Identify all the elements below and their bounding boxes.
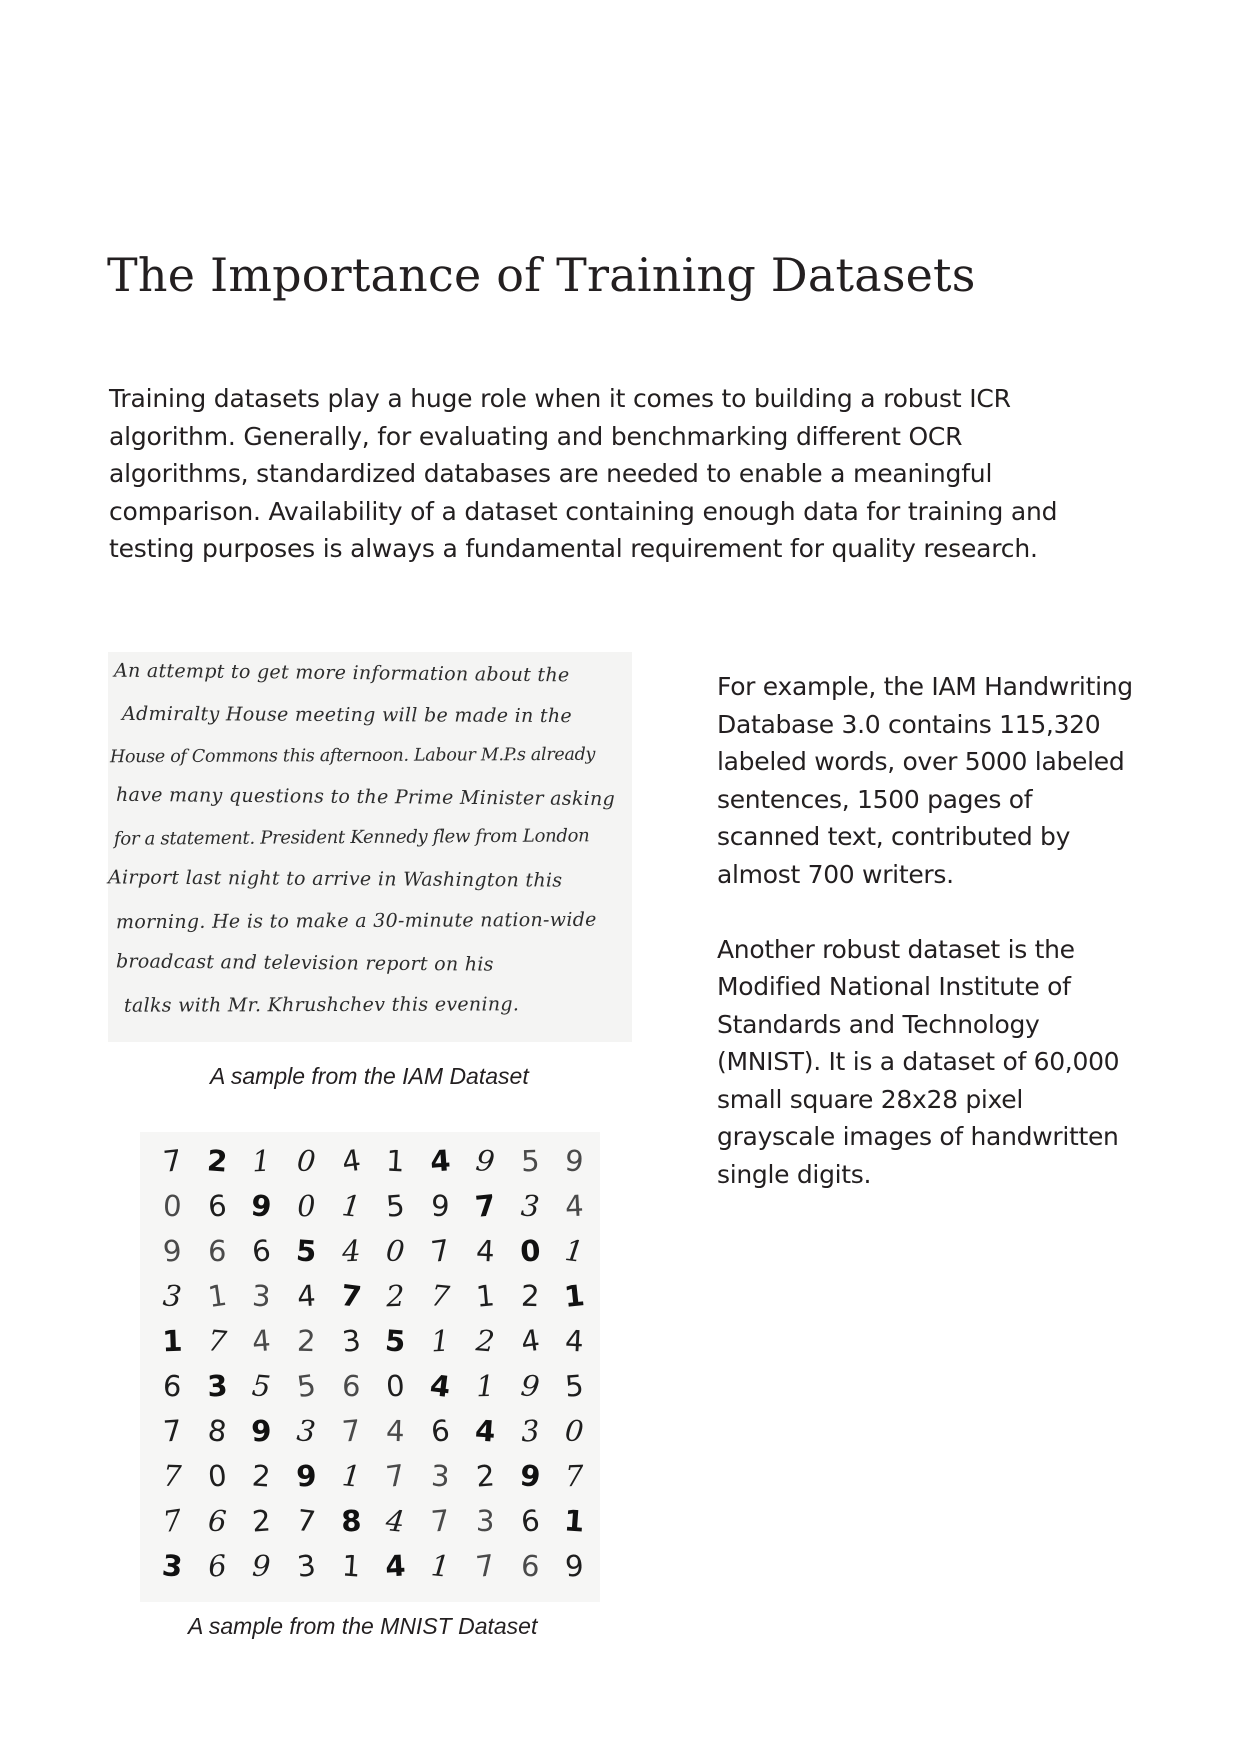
mnist-digit: 4 — [251, 1322, 273, 1359]
mnist-digit: 3 — [475, 1503, 495, 1538]
mnist-digit: 3 — [295, 1547, 318, 1584]
mnist-digit: 2 — [296, 1323, 317, 1358]
intro-paragraph: Training datasets play a huge role when it comes to building a robust ICR algorithm. Generally, for evaluating and benchmarking different OCR algorithms, standardized databases are needed to enable a meaningful comparison. Availability of a dataset containing enough data for training and testing purposes is always a fundamental requirement for quality research. — [109, 384, 1058, 563]
mnist-digit: 6 — [519, 1548, 540, 1583]
iam-line: An attempt to get more information about the — [113, 659, 570, 687]
mnist-digit: 3 — [519, 1187, 541, 1224]
mnist-digit: 9 — [473, 1142, 497, 1179]
mnist-digit: 1 — [340, 1547, 362, 1584]
mnist-digit: 9 — [564, 1547, 585, 1584]
mnist-digit: 4 — [518, 1322, 542, 1359]
mnist-digit: 9 — [518, 1367, 541, 1404]
mnist-digit: 6 — [250, 1232, 273, 1269]
mnist-digit: 5 — [384, 1322, 408, 1359]
mnist-digit: 7 — [473, 1187, 497, 1224]
mnist-digit: 3 — [251, 1278, 272, 1313]
mnist-digit: 7 — [340, 1412, 362, 1449]
mnist-digit: 9 — [295, 1457, 318, 1494]
mnist-digit: 1 — [340, 1187, 363, 1224]
mnist-digit: 7 — [161, 1412, 183, 1449]
mnist-digit: 1 — [475, 1368, 495, 1403]
mnist-digit: 7 — [429, 1502, 452, 1539]
mnist-digit: 7 — [162, 1458, 183, 1493]
mnist-digit: 5 — [385, 1187, 407, 1224]
mnist-digit: 4 — [385, 1413, 406, 1448]
iam-line: have many questions to the Prime Minister asking — [115, 783, 616, 811]
mnist-digit: 9 — [249, 1187, 274, 1224]
mnist-digit: 5 — [294, 1367, 318, 1404]
mnist-digit: 1 — [251, 1143, 272, 1178]
mnist-description-paragraph: Another robust dataset is the Modified National Institute of Standards and Technology (MNIST). It is a dataset of 60,000 small square 28x28 pixel grayscale images of handwritten single digits. — [717, 934, 1120, 1189]
mnist-digit: 6 — [206, 1503, 228, 1538]
mnist-digit: 7 — [384, 1457, 408, 1494]
mnist-digit: 4 — [428, 1367, 453, 1404]
mnist-digit: 6 — [207, 1233, 227, 1268]
mnist-caption: A sample from the MNIST Dataset — [188, 1613, 538, 1639]
mnist-digit: 2 — [251, 1457, 273, 1494]
mnist-digit: 9 — [251, 1548, 272, 1583]
mnist-digit: 4 — [564, 1188, 585, 1223]
mnist-digit: 3 — [519, 1413, 540, 1448]
iam-line: House of Commons this afternoon. Labour M.P.s already — [109, 744, 596, 768]
iam-handwriting-sample — [108, 652, 632, 1042]
mnist-digit-sample — [140, 1132, 600, 1602]
mnist-digit: 6 — [340, 1368, 362, 1403]
mnist-digit: 3 — [206, 1367, 229, 1404]
mnist-digit: 6 — [206, 1547, 228, 1584]
mnist-digit: 0 — [385, 1367, 407, 1404]
mnist-digit: 4 — [339, 1142, 363, 1179]
iam-line: Airport last night to arrive in Washington this — [107, 866, 563, 892]
mnist-digit: 8 — [205, 1412, 229, 1449]
iam-line: broadcast and television report on his — [115, 950, 494, 976]
mnist-digit: 6 — [206, 1187, 228, 1224]
mnist-digit: 7 — [429, 1277, 452, 1314]
mnist-digit: 4 — [340, 1233, 362, 1268]
mnist-digit: 7 — [295, 1502, 318, 1539]
mnist-digit: 2 — [385, 1278, 406, 1313]
mnist-digit: 7 — [473, 1547, 497, 1584]
mnist-digit: 7 — [206, 1322, 228, 1359]
mnist-digit: 0 — [206, 1457, 228, 1494]
mnist-digit: 3 — [161, 1277, 184, 1314]
iam-description-paragraph: For example, the IAM Handwriting Database 3.0 contains 115,320 labeled words, over 5000 labeled sentences, 1500 pages of scanned text, contributed by almost 700 writers. — [717, 672, 1133, 889]
mnist-digit: 5 — [295, 1232, 318, 1269]
mnist-digit: 0 — [295, 1142, 318, 1179]
mnist-digit: 4 — [384, 1502, 407, 1539]
mnist-digit: 0 — [296, 1188, 317, 1223]
mnist-digit: 7 — [428, 1232, 452, 1269]
mnist-digit: 0 — [518, 1232, 542, 1269]
mnist-digit: 1 — [161, 1323, 184, 1358]
mnist-digit: 1 — [563, 1232, 586, 1269]
mnist-digit: 7 — [161, 1142, 184, 1179]
mnist-digit: 4 — [473, 1412, 497, 1449]
mnist-digit: 6 — [429, 1412, 452, 1449]
mnist-digit: 5 — [251, 1367, 273, 1404]
iam-caption: A sample from the IAM Dataset — [210, 1063, 529, 1089]
mnist-digit: 3 — [430, 1458, 451, 1493]
mnist-digit: 5 — [520, 1143, 540, 1178]
iam-line: talks with Mr. Khrushchev this evening. — [123, 993, 520, 1017]
mnist-digit: 1 — [385, 1143, 406, 1178]
mnist-digit: 6 — [518, 1502, 541, 1539]
mnist-digit: 7 — [339, 1277, 364, 1314]
mnist-digit: 0 — [162, 1188, 183, 1223]
mnist-digit: 0 — [385, 1232, 407, 1269]
mnist-digit: 1 — [474, 1277, 496, 1314]
mnist-digit: 8 — [340, 1503, 362, 1538]
mnist-digit: 4 — [296, 1277, 317, 1314]
iam-line: morning. He is to make a 30-minute nation-wide — [115, 908, 597, 934]
iam-line: Admiralty House meeting will be made in the — [121, 702, 573, 728]
mnist-digit: 2 — [474, 1457, 496, 1494]
page-title: The Importance of Training Datasets — [107, 248, 976, 302]
mnist-digit: 9 — [563, 1142, 586, 1179]
mnist-digit: 7 — [564, 1458, 585, 1493]
mnist-digit: 1 — [562, 1277, 587, 1314]
mnist-digit: 9 — [161, 1232, 184, 1269]
mnist-digit: 1 — [563, 1502, 586, 1539]
mnist-digit: 9 — [430, 1188, 451, 1223]
mnist-digit: 1 — [205, 1277, 229, 1314]
mnist-digit: 2 — [474, 1322, 496, 1359]
mnist-digit: 4 — [429, 1142, 452, 1179]
mnist-digit: 1 — [429, 1547, 452, 1584]
mnist-digit: 0 — [563, 1412, 586, 1449]
mnist-digit: 2 — [205, 1142, 229, 1179]
iam-line: for a statement. President Kennedy flew from London — [113, 825, 590, 850]
mnist-digit: 1 — [340, 1457, 362, 1494]
mnist-digit: 4 — [384, 1547, 407, 1584]
mnist-digit: 3 — [295, 1412, 318, 1449]
mnist-digit: 4 — [475, 1233, 496, 1268]
mnist-digit: 1 — [430, 1323, 451, 1358]
mnist-digit: 5 — [563, 1367, 586, 1404]
mnist-digit-grid — [150, 1138, 597, 1588]
mnist-digit: 9 — [251, 1413, 273, 1448]
mnist-digit: 2 — [251, 1502, 273, 1539]
mnist-digit: 3 — [160, 1547, 185, 1584]
side-column — [717, 668, 1137, 1193]
mnist-digit: 3 — [340, 1322, 363, 1359]
mnist-digit: 4 — [564, 1323, 585, 1358]
mnist-digit: 9 — [517, 1457, 542, 1494]
mnist-digit: 2 — [520, 1278, 540, 1313]
mnist-digit: 6 — [161, 1367, 183, 1404]
mnist-digit: 7 — [160, 1502, 184, 1539]
